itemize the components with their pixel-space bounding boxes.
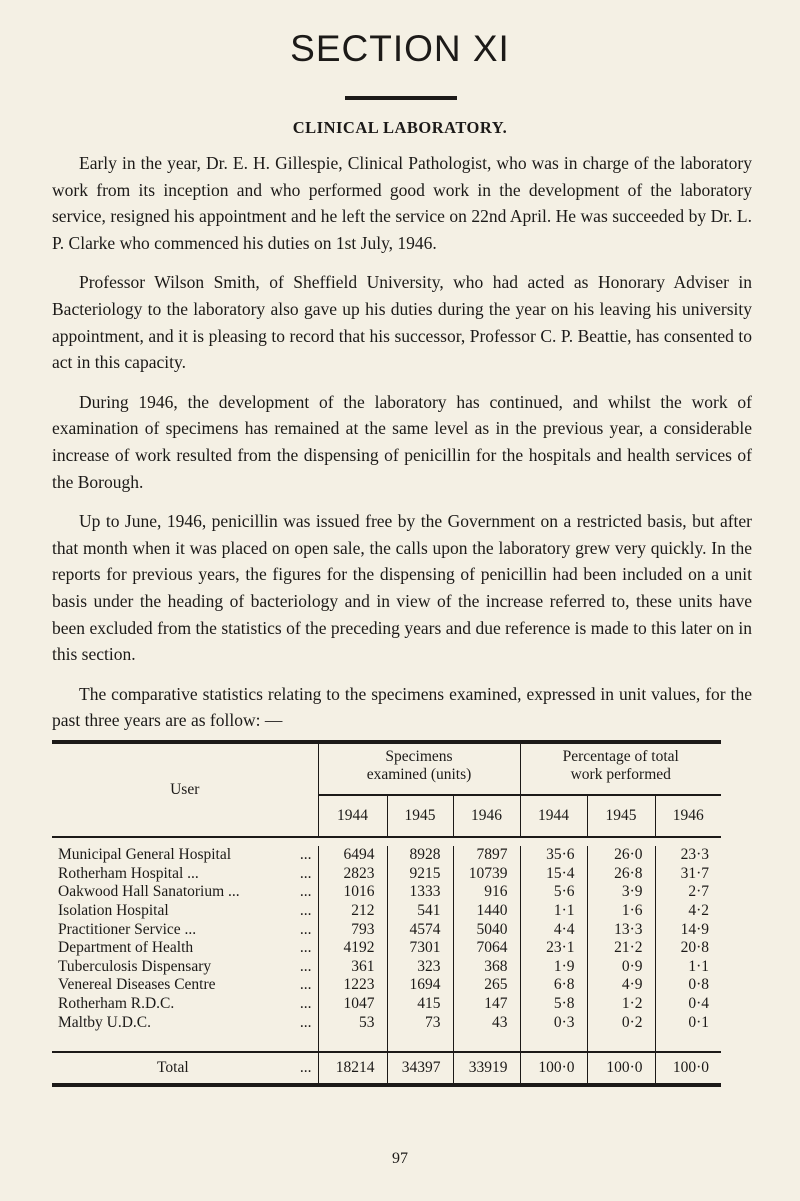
body-text xyxy=(52,150,752,747)
value-cell: 9215 xyxy=(387,865,453,884)
value-cell: 7301 xyxy=(387,939,453,958)
value-cell: 0·2 xyxy=(587,1013,655,1032)
leader-dots: ... xyxy=(299,846,312,864)
leader-dots: ... xyxy=(299,1058,312,1076)
section-title: SECTION XI xyxy=(290,28,510,69)
table-row xyxy=(52,976,721,995)
value-cell: 33919 xyxy=(453,1052,520,1085)
value-cell: 53 xyxy=(318,1013,387,1032)
value-cell: 1·6 xyxy=(587,902,655,921)
user-name: Total xyxy=(157,1058,189,1076)
value-cell: 368 xyxy=(453,958,520,977)
value-cell: 4192 xyxy=(318,939,387,958)
value-cell: 265 xyxy=(453,976,520,995)
value-cell: 1·2 xyxy=(587,995,655,1014)
paragraph: Up to June, 1946, penicillin was issued free by the Government on a restricted basis, but after that month when it was placed on open sale, the calls upon the laboratory grew very quickly. In the reports for previous years, the figures for the dispensing of penicillin had been included on a unit basis under the heading of bacteriology and in view of the increase referred to, these units have been excluded from the statistics of the preceding years and due reference is made to this later on in this section. xyxy=(52,511,752,665)
paragraph: The comparative statistics relating to the specimens examined, expressed in unit values, for the past three years are as follow: — xyxy=(52,683,752,731)
leader-dots: ... xyxy=(299,864,312,882)
value-cell: 100·0 xyxy=(520,1052,587,1085)
user-name: Rotherham Hospital ... xyxy=(58,864,199,882)
value-cell: 14·9 xyxy=(655,920,721,939)
value-cell: 147 xyxy=(453,995,520,1014)
value-cell: 4574 xyxy=(387,920,453,939)
user-name: Tuberculosis Dispensary xyxy=(58,957,212,975)
table-row xyxy=(52,883,721,902)
leader-dots: ... xyxy=(299,939,312,957)
year-header: 1944 xyxy=(318,795,387,837)
leader-dots: ... xyxy=(299,1013,312,1031)
table-row xyxy=(52,1013,721,1032)
table-row xyxy=(52,939,721,958)
user-cell xyxy=(52,958,318,977)
year-header: 1945 xyxy=(587,795,655,837)
value-cell: 5·8 xyxy=(520,995,587,1014)
subtitle: CLINICAL LABORATORY. xyxy=(292,118,508,137)
value-cell: 4·2 xyxy=(655,902,721,921)
value-cell: 415 xyxy=(387,995,453,1014)
value-cell: 1·9 xyxy=(520,958,587,977)
table-row xyxy=(52,958,721,977)
value-cell: 23·1 xyxy=(520,939,587,958)
user-name: Municipal General Hospital xyxy=(58,846,232,864)
paragraph: During 1946, the development of the laboratory has continued, and whilst the work of examination of specimens has remained at the same level as in the previous year, a considerable increase of work resulted from the dispensing of penicillin for the hospitals and health services of the Borough. xyxy=(52,391,752,492)
user-cell xyxy=(52,846,318,865)
table-row xyxy=(52,865,721,884)
value-cell: 34397 xyxy=(387,1052,453,1085)
total-row xyxy=(52,1052,721,1085)
user-cell xyxy=(52,883,318,902)
leader-dots: ... xyxy=(299,920,312,938)
value-cell: 23·3 xyxy=(655,846,721,865)
percentage-header: Percentage of total work performed xyxy=(520,742,721,795)
value-cell: 31·7 xyxy=(655,865,721,884)
value-cell: 212 xyxy=(318,902,387,921)
table-row xyxy=(52,995,721,1014)
value-cell: 3·9 xyxy=(587,883,655,902)
value-cell: 7064 xyxy=(453,939,520,958)
year-header: 1944 xyxy=(520,795,587,837)
value-cell: 26·0 xyxy=(587,846,655,865)
value-cell: 1·1 xyxy=(655,958,721,977)
paragraph: Professor Wilson Smith, of Sheffield University, who had acted as Honorary Adviser in Bacteriology to the laboratory also gave up his duties during the year on his leaving his university appointment, and it is pleasing to record that his successor, Professor C. P. Beattie, has consented to act in this capacity. xyxy=(52,272,752,373)
spacer xyxy=(52,837,721,846)
table-row xyxy=(52,902,721,921)
user-name: Rotherham R.D.C. xyxy=(58,995,175,1013)
user-name: Department of Health xyxy=(58,939,194,957)
paragraph: Early in the year, Dr. E. H. Gillespie, Clinical Pathologist, who was in charge of the laboratory work from its inception and who performed good work in the development of the laboratory service, resigned his appointment and he left the service on 22nd April. He was succeeded by Dr. L. P. Clarke who commenced his duties on 1st July, 1946. xyxy=(52,153,752,253)
value-cell: 7897 xyxy=(453,846,520,865)
value-cell: 73 xyxy=(387,1013,453,1032)
value-cell: 1·1 xyxy=(520,902,587,921)
value-cell: 2·7 xyxy=(655,883,721,902)
value-cell: 6·8 xyxy=(520,976,587,995)
user-cell xyxy=(52,939,318,958)
table-row xyxy=(52,846,721,865)
leader-dots: ... xyxy=(299,883,312,901)
user-cell xyxy=(52,976,318,995)
statistics-table xyxy=(52,740,721,1087)
user-cell xyxy=(52,920,318,939)
value-cell: 0·8 xyxy=(655,976,721,995)
user-cell xyxy=(52,902,318,921)
value-cell: 323 xyxy=(387,958,453,977)
title-rule xyxy=(345,96,457,100)
user-name: Practitioner Service ... xyxy=(58,920,197,938)
value-cell: 0·4 xyxy=(655,995,721,1014)
value-cell: 1047 xyxy=(318,995,387,1014)
leader-dots: ... xyxy=(299,957,312,975)
value-cell: 21·2 xyxy=(587,939,655,958)
year-header: 1946 xyxy=(453,795,520,837)
page-number: 97 xyxy=(392,1150,408,1167)
user-cell xyxy=(52,1013,318,1032)
user-name: Oakwood Hall Sanatorium ... xyxy=(58,883,240,901)
value-cell: 1016 xyxy=(318,883,387,902)
value-cell: 10739 xyxy=(453,865,520,884)
value-cell: 0·9 xyxy=(587,958,655,977)
value-cell: 1333 xyxy=(387,883,453,902)
year-header: 1945 xyxy=(387,795,453,837)
leader-dots: ... xyxy=(299,995,312,1013)
value-cell: 43 xyxy=(453,1013,520,1032)
value-cell: 2823 xyxy=(318,865,387,884)
value-cell: 0·3 xyxy=(520,1013,587,1032)
year-header: 1946 xyxy=(655,795,721,837)
leader-dots: ... xyxy=(299,976,312,994)
user-name: Venereal Diseases Centre xyxy=(58,976,216,994)
value-cell: 18214 xyxy=(318,1052,387,1085)
value-cell: 541 xyxy=(387,902,453,921)
value-cell: 361 xyxy=(318,958,387,977)
value-cell: 8928 xyxy=(387,846,453,865)
value-cell: 35·6 xyxy=(520,846,587,865)
user-cell xyxy=(52,865,318,884)
value-cell: 26·8 xyxy=(587,865,655,884)
value-cell: 15·4 xyxy=(520,865,587,884)
value-cell: 1694 xyxy=(387,976,453,995)
value-cell: 916 xyxy=(453,883,520,902)
leader-dots: ... xyxy=(299,902,312,920)
value-cell: 6494 xyxy=(318,846,387,865)
value-cell: 793 xyxy=(318,920,387,939)
user-header: User xyxy=(52,742,318,837)
value-cell: 13·3 xyxy=(587,920,655,939)
user-name: Maltby U.D.C. xyxy=(58,1013,151,1031)
value-cell: 0·1 xyxy=(655,1013,721,1032)
table-row xyxy=(52,920,721,939)
value-cell: 100·0 xyxy=(587,1052,655,1085)
value-cell: 4·4 xyxy=(520,920,587,939)
user-cell xyxy=(52,995,318,1014)
value-cell: 5·6 xyxy=(520,883,587,902)
value-cell: 5040 xyxy=(453,920,520,939)
user-cell xyxy=(52,1052,318,1085)
spacer xyxy=(52,1032,721,1052)
user-name: Isolation Hospital xyxy=(58,902,169,920)
specimens-header: Specimens examined (units) xyxy=(318,742,520,795)
value-cell: 20·8 xyxy=(655,939,721,958)
value-cell: 4·9 xyxy=(587,976,655,995)
value-cell: 1223 xyxy=(318,976,387,995)
value-cell: 1440 xyxy=(453,902,520,921)
value-cell: 100·0 xyxy=(655,1052,721,1085)
